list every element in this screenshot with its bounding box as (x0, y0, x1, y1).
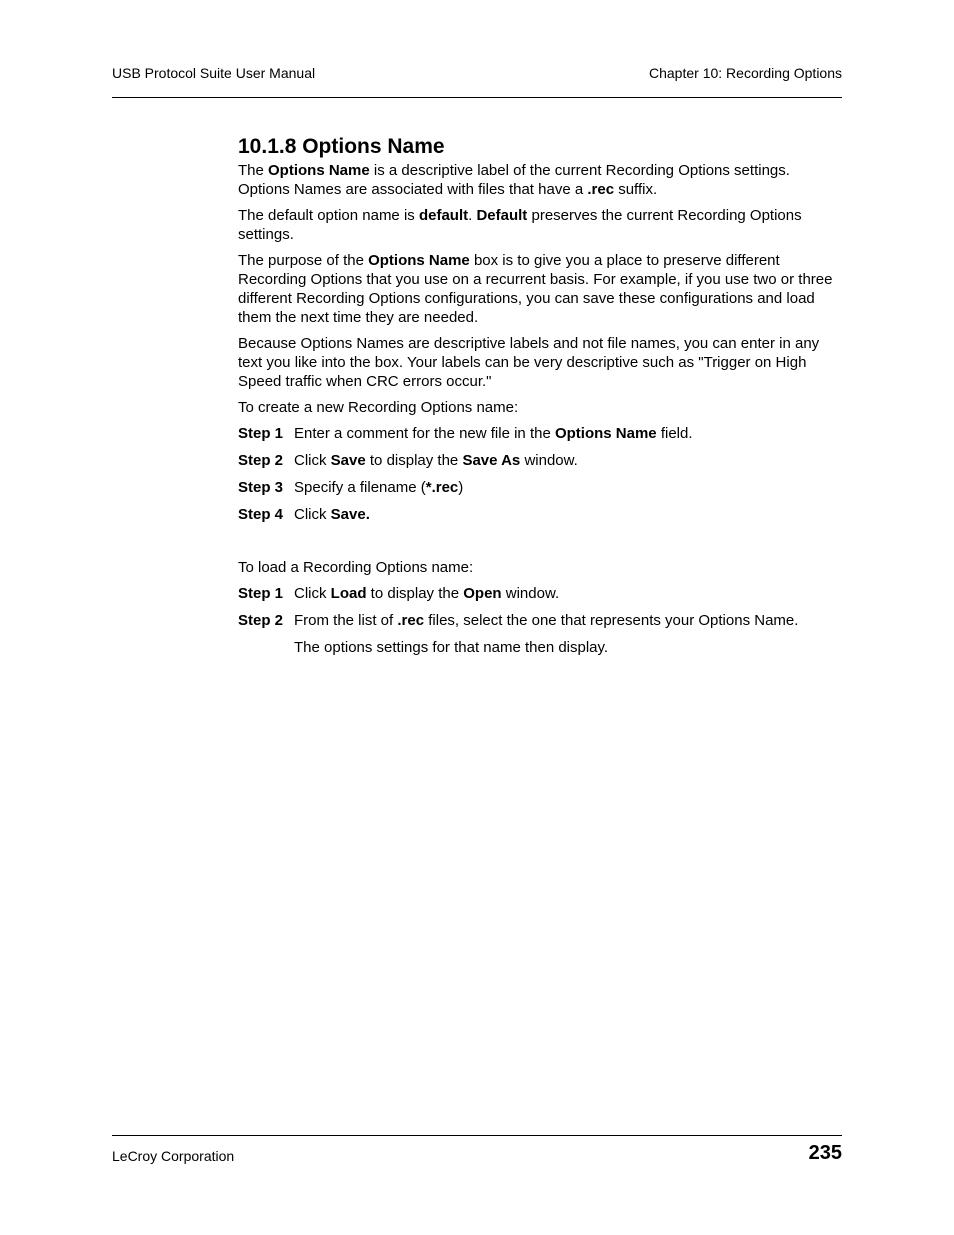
paragraph-default: The default option name is default. Default preserves the current Recording Options settings. (238, 207, 802, 243)
create-step: Step 4 Click Save. (238, 506, 370, 523)
section-content (238, 134, 842, 664)
step-number: Step 2 (238, 612, 284, 629)
company-name: LeCroy Corporation (112, 1148, 235, 1164)
manual-title: USB Protocol Suite User Manual (112, 65, 316, 81)
load-intro: To load a Recording Options name: (238, 559, 474, 576)
paragraph-labels: Because Options Names are descriptive labels and not file names, you can enter in any text you like into the box. Your labels can be very descriptive such as "Trigger on High Speed traffic when CRC errors occur." (238, 335, 820, 390)
load-step: Step 2 From the list of .rec files, select the one that represents your Options Name. (238, 612, 799, 629)
chapter-title: Chapter 10: Recording Options (649, 65, 842, 81)
create-intro: To create a new Recording Options name: (238, 399, 519, 416)
header-rule (112, 97, 842, 98)
load-result: The options settings for that name then display. (294, 639, 609, 656)
create-step: Step 3 Specify a filename (*.rec) (238, 479, 464, 496)
step-number: Step 4 (238, 506, 284, 523)
footer-rule (112, 1135, 842, 1136)
step-number: Step 3 (238, 479, 284, 496)
page-number: 235 (808, 1142, 842, 1164)
section-title: 10.1.8 Options Name (238, 135, 445, 158)
step-number: Step 2 (238, 452, 284, 469)
paragraph-intro: The Options Name is a descriptive label of the current Recording Options settings. Options Names are associated with files that have a .rec suffix. (238, 162, 790, 198)
spacer (238, 532, 842, 558)
step-number: Step 1 (238, 425, 284, 442)
load-step: Step 1 Click Load to display the Open window. (238, 585, 560, 602)
step-number: Step 1 (238, 585, 284, 602)
create-step: Step 1 Enter a comment for the new file in the Options Name field. (238, 425, 693, 442)
paragraph-purpose: The purpose of the Options Name box is to give you a place to preserve different Recording Options that you use on a recurrent basis. For example, if you use two or three different Recording Options configurations, you can save these configurations and load them the next time they are needed. (238, 252, 833, 326)
create-step: Step 2 Click Save to display the Save As window. (238, 452, 578, 469)
